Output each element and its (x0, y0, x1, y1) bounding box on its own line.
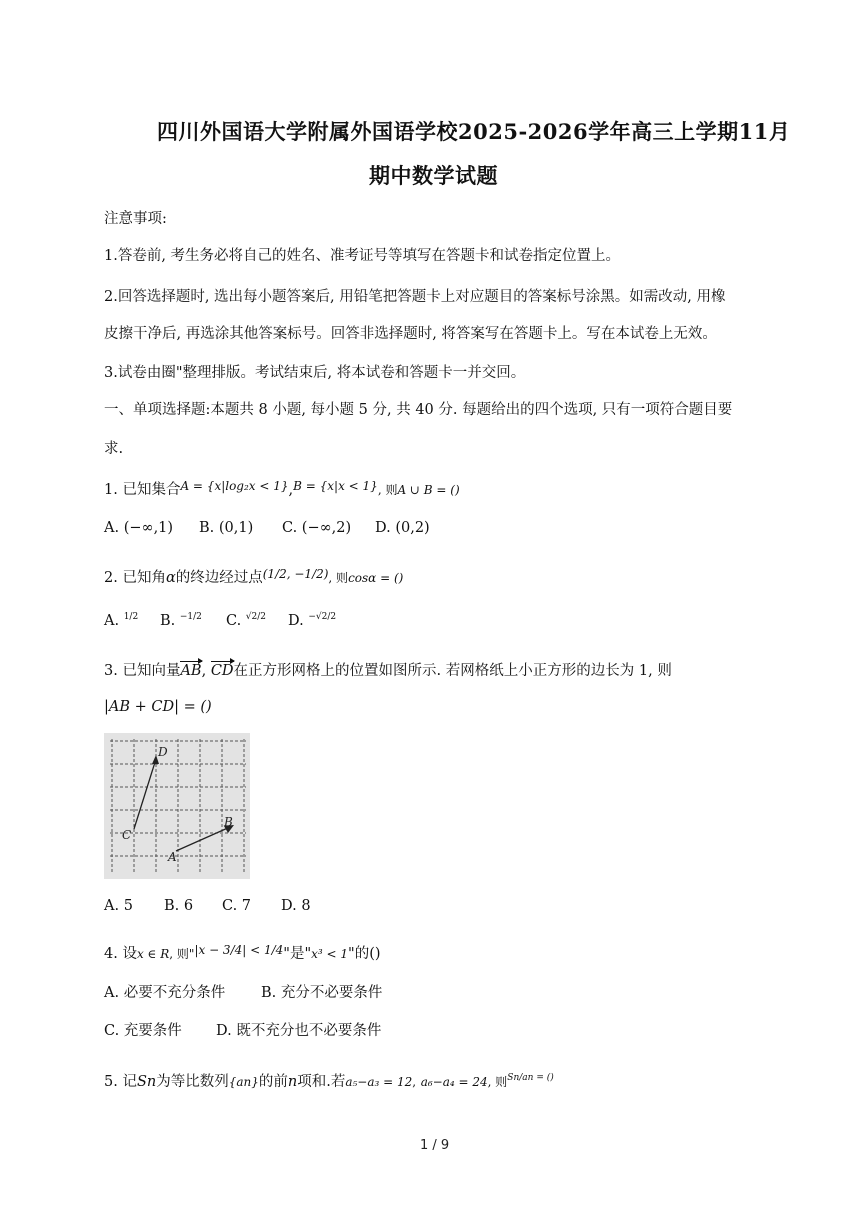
q2-point: (1/2, −1/2) (262, 567, 329, 581)
q4-cube: x³ < 1 (311, 947, 349, 961)
vector-grid-figure (104, 733, 250, 879)
question-2 (104, 566, 403, 587)
q4-prefix: 4. 设 (104, 946, 137, 962)
q5-mid2: 的前 (258, 1074, 288, 1090)
q2-expr: cosα = () (348, 571, 404, 585)
title-line-1: 四川外国语大学附属外国语学校2025-2026学年高三上学期11月 (157, 119, 791, 144)
q1-option-d: D. (0,2) (375, 520, 430, 536)
q2-mid: 的终边经过点 (175, 570, 263, 586)
q2-option-d (288, 612, 336, 629)
q3-option-a: A. 5 (104, 898, 133, 914)
question-3 (104, 659, 672, 680)
section-header-line-2: 求. (104, 441, 124, 457)
fig-label-c: C (122, 828, 132, 842)
q2-option-b-label: B. (160, 613, 176, 629)
q4-option-a: A. 必要不充分条件 (104, 985, 226, 1001)
q2-option-a-label: A. (104, 613, 120, 629)
q5-then: , 则 (487, 1075, 508, 1089)
q4-option-c: C. 充要条件 (104, 1023, 182, 1039)
q1-option-a: A. (−∞,1) (104, 520, 174, 536)
q3-option-d: D. 8 (281, 898, 311, 914)
q5-n: n (287, 1074, 298, 1090)
q5-mid1: 为等比数列 (156, 1074, 229, 1090)
q2-option-c-label: C. (226, 613, 242, 629)
q1-comma: , (288, 482, 294, 498)
q5-sn: Sn (136, 1074, 157, 1090)
page-number: 1 / 9 (420, 1138, 450, 1153)
q1-prefix: 1. 已知集合 (104, 482, 181, 498)
q3-vector-cd: CD (210, 663, 234, 679)
notice-item-3: 3.试卷由圈"整理排版。考试结束后, 将本试卷和答题卡一并交回。 (104, 365, 526, 381)
fig-label-d: D (158, 745, 168, 759)
q4-option-d: D. 既不充分也不必要条件 (216, 1023, 382, 1039)
q2-prefix: 2. 已知角 (104, 570, 166, 586)
q5-sep: , (412, 1075, 417, 1089)
q3-expression (104, 699, 212, 715)
notice-header: 注意事项: (104, 211, 167, 227)
q2-option-b-value: −1/2 (179, 612, 202, 622)
grid-svg (104, 733, 250, 879)
q5-eq1: a₅−a₃ = 12 (345, 1075, 413, 1089)
q5-eq2: a₆−a₄ = 24 (420, 1075, 488, 1089)
q3-option-b: B. 6 (164, 898, 194, 914)
q3-sep: , (201, 663, 207, 679)
notice-item-2a: 2.回答选择题时, 选出每小题答案后, 用铅笔把答题卡上对应题目的答案标号涂黑。如需改动, 用橡 (104, 289, 726, 305)
q2-option-a-value: 1/2 (123, 612, 139, 622)
q3-prefix: 3. 已知向量 (104, 663, 181, 679)
q3-text: 在正方形网格上的位置如图所示. 若网格纸上小正方形的边长为 1, 则 (233, 663, 672, 679)
q1-option-c: C. (−∞,2) (282, 520, 352, 536)
notice-item-1: 1.答卷前, 考生务必将自己的姓名、准考证号等填写在答题卡和试卷指定位置上。 (104, 248, 621, 264)
q3-vector-ab: AB (180, 663, 202, 679)
q3-option-c: C. 7 (222, 898, 252, 914)
q2-option-b (160, 612, 202, 629)
q4-abs-expr: |x − 3/4| < 1/4 (194, 943, 284, 957)
q5-an: {an} (228, 1075, 259, 1089)
q4-end: "的() (348, 946, 381, 962)
title-line-2: 期中数学试题 (369, 163, 498, 188)
question-4 (104, 942, 381, 963)
q5-expr: Sn/an = () (507, 1073, 554, 1083)
q2-option-c-value: √2/2 (245, 612, 267, 622)
q2-then: , 则 (328, 571, 349, 585)
q4-cond-x: x ∈ R (136, 947, 170, 961)
section-header-line-1: 一、单项选择题:本题共 8 小题, 每小题 5 分, 共 40 分. 每题给出的四个选项, 只有一项符合题目要 (104, 402, 733, 418)
q1-expr: A ∪ B = () (397, 483, 460, 497)
q1-set-b: B = {x|x < 1} (293, 479, 378, 493)
question-1 (104, 478, 460, 499)
q4-then: , 则" (169, 947, 195, 961)
notice-item-2b: 皮擦干净后, 再选涂其他答案标号。回答非选择题时, 将答案写在答题卡上。写在本试卷上无效。 (104, 326, 717, 342)
q2-alpha: α (165, 570, 176, 586)
q4-option-b: B. 充分不必要条件 (261, 985, 383, 1001)
q2-option-d-label: D. (288, 613, 304, 629)
question-5 (104, 1070, 554, 1091)
fig-label-a: A (168, 850, 177, 864)
q2-option-c (226, 612, 266, 629)
q5-prefix: 5. 记 (104, 1074, 137, 1090)
q2-option-d-value: −√2/2 (308, 612, 337, 622)
q3-expr: |AB + CD| = () (104, 699, 212, 715)
q1-set-a: A = {x|log₂x < 1} (180, 479, 289, 493)
q5-mid3: 项和.若 (297, 1074, 346, 1090)
q1-option-b: B. (0,1) (199, 520, 254, 536)
q4-mid: "是" (283, 946, 312, 962)
q1-then: , 则 (377, 483, 398, 497)
q2-option-a (104, 612, 138, 629)
fig-label-b: B (224, 815, 233, 829)
